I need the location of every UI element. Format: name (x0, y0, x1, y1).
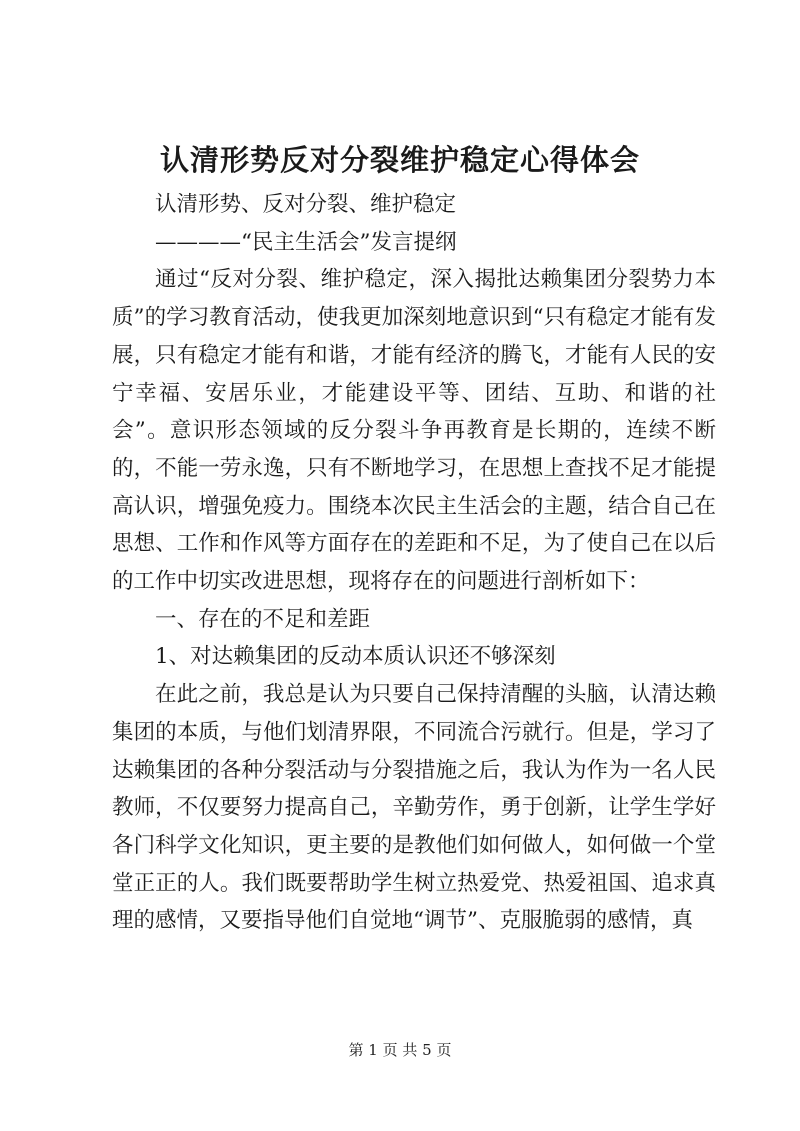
body-paragraph: 通过“反对分裂、维护稳定，深入揭批达赖集团分裂势力本质”的学习教育活动，使我更加深刻地意识到“只有稳定才能有发展，只有稳定才能有和谐，才能有经济的腾飞，才能有人民的安宁幸福、安居乐业，才能建设平等、团结、互助、和谐的社会”。意识形态领域的反分裂斗争再教育是长期的，连续不断的，不能一劳永逸，只有不断地学习，在思想上查找不足才能提高认识，增强免疫力。围绕本次民主生活会的主题，结合自己在思想、工作和作风等方面存在的差距和不足，为了使自己在以后的工作中切实改进思想，现将存在的问题进行剖析如下： (112, 267, 716, 595)
page-footer: 第 1 页 共 5 页 (348, 1041, 452, 1059)
document-body (112, 186, 716, 940)
body-paragraph: 在此之前，我总是认为只要自己保持清醒的头脑，认清达赖集团的本质，与他们划清界限，不同流合污就行。但是，学习了达赖集团的各种分裂活动与分裂措施之后，我认为作为一名人民教师，不仅要努力提高自己，辛勤劳作，勇于创新，让学生学好各门科学文化知识，更主要的是教他们如何做人，如何做一个堂堂正正的人。我们既要帮助学生树立热爱党、热爱祖国、追求真理的感情，又要指导他们自觉地“调节”、克服脆弱的感情，真 (112, 682, 716, 934)
subsection-heading: 1、对达赖集团的反动本质认识还不够深刻 (155, 644, 556, 670)
subtitle-line: 认清形势、反对分裂、维护稳定 (155, 192, 457, 217)
document-title: 认清形势反对分裂维护稳定心得体会 (159, 143, 640, 177)
subtitle-dash-line: ————“民主生活会”发言提纲 (155, 229, 457, 255)
section-heading: 一、存在的不足和差距 (155, 606, 371, 632)
